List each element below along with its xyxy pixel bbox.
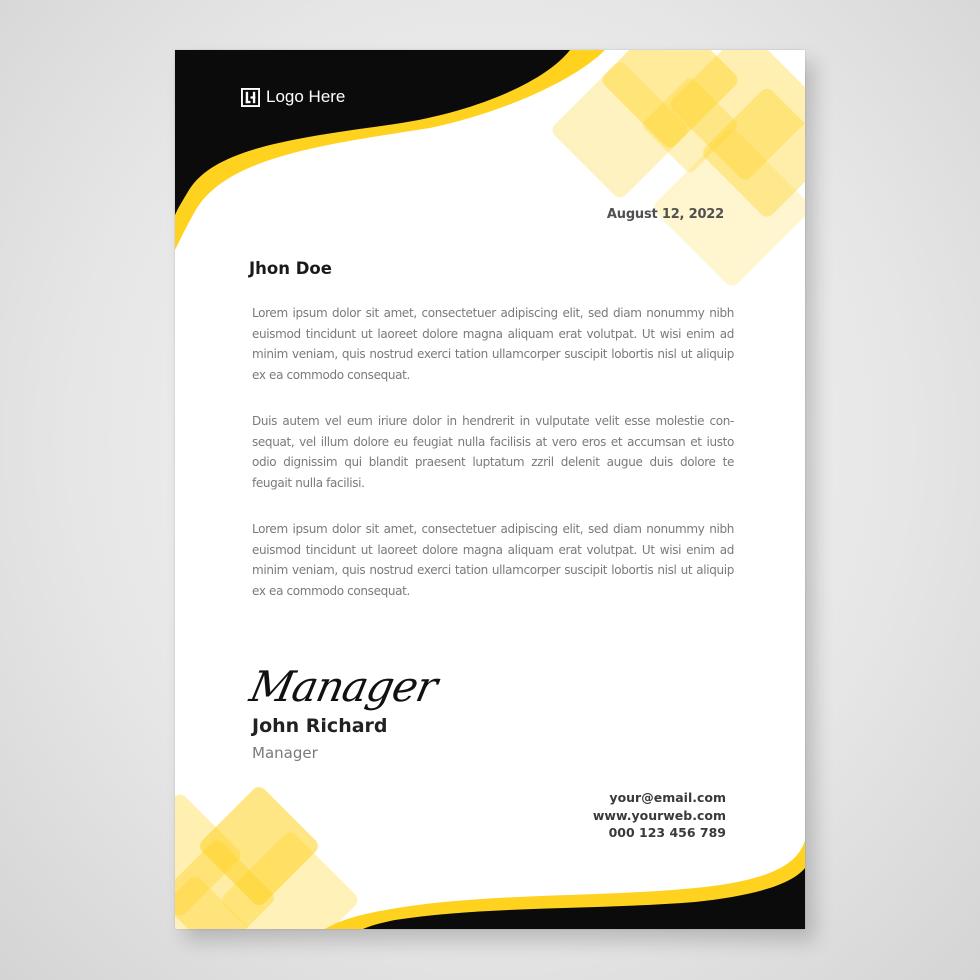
recipient-name: Jhon Doe — [249, 259, 332, 278]
logo-mark-icon — [241, 88, 260, 107]
signer-title: Manager — [252, 744, 318, 762]
body-paragraph-3: Lorem ipsum dolor sit amet, consectetuer adipiscing elit, sed diam nonummy nibh euismod tincidunt ut laoreet dolore magna aliquam erat volutpat. Ut wisi enim ad minim veniam, quis nostrud exerci tation ullamcorper suscipit lobortis nisl ut aliquip ex ea commodo consequat. — [252, 522, 734, 598]
top-diamond-pattern — [549, 50, 805, 289]
contact-email: your@email.com — [609, 790, 726, 805]
body-paragraph-2: Duis autem vel eum iriure dolor in hendrerit in vulputate velit esse molestie con-sequat, vel illum dolore eu feugiat nulla facilisis at vero eros et accumsan et iusto odio dignissim qui blandit praesent luptatum zzril delenit augue duis dolore te feugait nulla facilisi. — [252, 414, 734, 490]
signer-name: John Richard — [252, 715, 388, 737]
company-logo — [241, 87, 345, 107]
contact-block — [593, 789, 726, 842]
contact-phone: 000 123 456 789 — [608, 825, 726, 840]
handwritten-signature: Manager — [245, 662, 442, 711]
letter-date: August 12, 2022 — [606, 207, 724, 222]
bottom-diamond-pattern — [175, 784, 361, 929]
logo-text: Logo Here — [266, 87, 346, 106]
contact-website: www.yourweb.com — [592, 807, 726, 823]
body-paragraph-1: Lorem ipsum dolor sit amet, consectetuer adipiscing elit, sed diam nonummy nibh euismod tincidunt ut laoreet dolore magna aliquam erat volutpat. Ut wisi enim ad minim veniam, quis nostrud exerci tation ullamcorper suscipit lobortis nisl ut aliquip ex ea commodo consequat. — [252, 306, 734, 382]
letterhead-page — [175, 50, 805, 929]
